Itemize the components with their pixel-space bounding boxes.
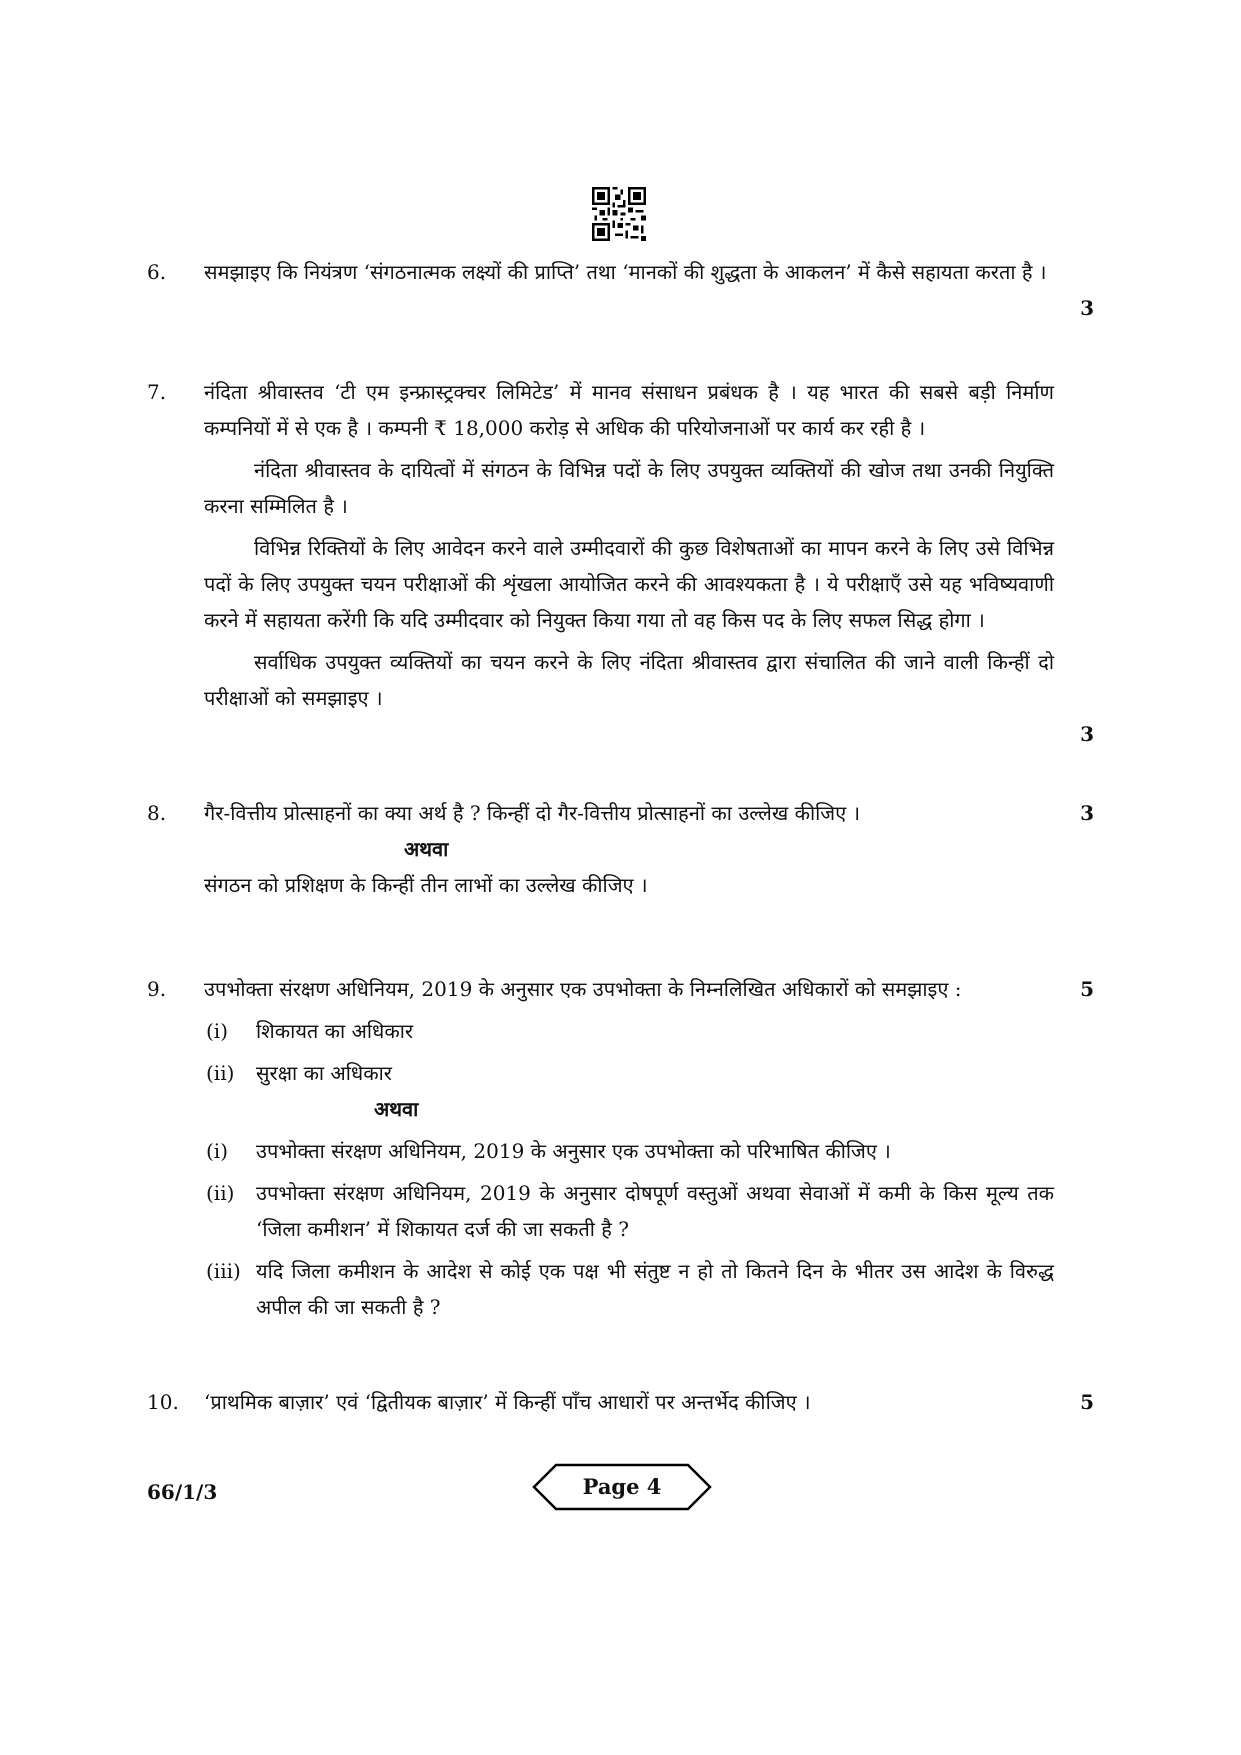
- marks: 3: [1080, 722, 1094, 746]
- marks: 3: [1080, 296, 1094, 320]
- sub-question-number: (i): [206, 1019, 229, 1043]
- alternative-question-text: संगठन को प्रशिक्षण के किन्हीं तीन लाभों का उल्लेख कीजिए ।: [204, 873, 648, 897]
- page-number: Page 4: [582, 1474, 662, 1499]
- alt-sub-question: [204, 1253, 1054, 1325]
- marks: 5: [1080, 977, 1094, 1001]
- sub-question-number: (ii): [206, 1181, 235, 1205]
- question-8: [147, 795, 1094, 903]
- marks: 3: [1080, 801, 1094, 825]
- sub-question-text: उपभोक्ता संरक्षण अधिनियम, 2019 के अनुसार दोषपूर्ण वस्तुओं अथवा सेवाओं में कमी के किस मूल्य तक ‘जिला कमीशन’ में शिकायत दर्ज की जा सकती है ?: [256, 1181, 1054, 1241]
- question-number: 8.: [147, 801, 167, 825]
- question-number: 6.: [147, 260, 167, 284]
- question-6: [147, 254, 1094, 320]
- question-10: [147, 1384, 1094, 1420]
- question-paragraph: नंदिता श्रीवास्तव के दायित्वों में संगठन के विभिन्न पदों के लिए उपयुक्त व्यक्तियों की खोज तथा उनकी नियुक्ति करना सम्मिलित है ।: [204, 458, 1054, 518]
- question-9: [147, 971, 1094, 1325]
- question-number: 9.: [147, 977, 167, 1001]
- alt-sub-question: [204, 1175, 1054, 1247]
- sub-question-text: सुरक्षा का अधिकार: [256, 1061, 392, 1085]
- sub-question-number: (i): [206, 1139, 229, 1163]
- alt-sub-question: [204, 1133, 1054, 1169]
- question-paragraph: सर्वाधिक उपयुक्त व्यक्तियों का चयन करने के लिए नंदिता श्रीवास्तव द्वारा संचालित की जाने वाली किन्हीं दो परीक्षाओं को समझाइए ।: [204, 650, 1054, 710]
- question-text: ‘प्राथमिक बाज़ार’ एवं ‘द्वितीयक बाज़ार’ में किन्हीं पाँच आधारों पर अन्तर्भेद कीजिए ।: [204, 1390, 811, 1414]
- sub-question-number: (ii): [206, 1061, 235, 1085]
- paper-code: 66/1/3: [147, 1480, 218, 1504]
- question-paragraph: विभिन्न रिक्तियों के लिए आवेदन करने वाले उम्मीदवारों की कुछ विशेषताओं का मापन करने के लिए उसे विभिन्न पदों के लिए उपयुक्त चयन परीक्षाओं की शृंखला आयोजित करने की आवश्यकता है । ये परीक्षाएँ उसे यह भविष्यवाणी करने में सहायता करेंगी कि यदि उम्मीदवार को नियुक्त किया गया तो वह किस पद के लिए सफल सिद्ध होगा ।: [204, 536, 1054, 632]
- sub-question: [204, 1013, 1054, 1049]
- question-paragraph: नंदिता श्रीवास्तव ‘टी एम इन्फ्रास्ट्रक्चर लिमिटेड’ में मानव संसाधन प्रबंधक है । यह भारत की सबसे बड़ी निर्माण कम्पनियों में से एक है । कम्पनी ₹ 18,000 करोड़ से अधिक की परियोजनाओं पर कार्य कर रही है ।: [204, 380, 1054, 440]
- question-number: 7.: [147, 380, 167, 404]
- sub-question-text: यदि जिला कमीशन के आदेश से कोई एक पक्ष भी संतुष्ट न हो तो कितने दिन के भीतर उस आदेश के विरुद्ध अपील की जा सकती है ?: [256, 1259, 1054, 1319]
- question-text: उपभोक्ता संरक्षण अधिनियम, 2019 के अनुसार एक उपभोक्ता के निम्नलिखित अधिकारों को समझाइए :: [204, 977, 962, 1001]
- question-7: [147, 374, 1094, 746]
- qr-code-icon: [592, 187, 646, 241]
- or-label: अथवा: [404, 837, 449, 861]
- sub-question-text: शिकायत का अधिकार: [256, 1019, 414, 1043]
- sub-question-number: (iii): [206, 1259, 241, 1283]
- or-label: अथवा: [374, 1097, 419, 1121]
- sub-question-text: उपभोक्ता संरक्षण अधिनियम, 2019 के अनुसार एक उपभोक्ता को परिभाषित कीजिए ।: [256, 1139, 891, 1163]
- question-number: 10.: [147, 1390, 179, 1414]
- marks: 5: [1080, 1390, 1094, 1414]
- question-text: समझाइए कि नियंत्रण ‘संगठनात्मक लक्ष्यों की प्राप्ति’ तथा ‘मानकों की शुद्धता के आकलन’ में कैसे सहायता करता है ।: [204, 260, 1047, 284]
- question-text: गैर-वित्तीय प्रोत्साहनों का क्या अर्थ है ? किन्हीं दो गैर-वित्तीय प्रोत्साहनों का उल्लेख कीजिए ।: [204, 801, 861, 825]
- sub-question: [204, 1055, 1054, 1091]
